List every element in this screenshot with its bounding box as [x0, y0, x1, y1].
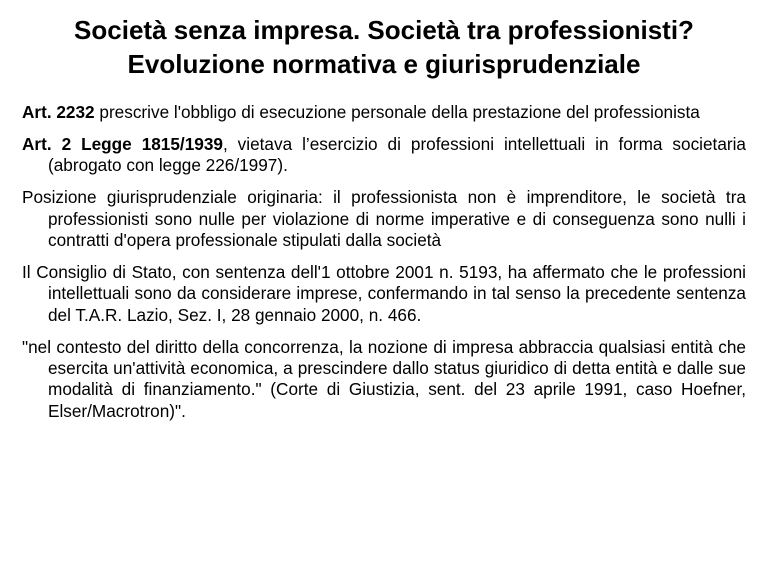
- paragraph-text: Posizione giurisprudenziale originaria: il professionista non è imprenditore, le società tra professionisti sono nulle per violazione di norme imperative e di conseguenza sono nulli i contratti d'opera professionale stipulati dalla società: [22, 187, 746, 251]
- article-reference: Art. 2232: [22, 102, 95, 122]
- paragraph-consiglio-di-stato: [22, 262, 746, 326]
- article-reference: Art. 2 Legge 1815/1939: [22, 133, 223, 154]
- paragraph-text: , vietava l’esercizio di professioni intellettuali in forma societaria (abrogato con legge 226/1997).: [48, 133, 746, 176]
- title-line-1: Società senza impresa. Società tra professionisti?: [74, 15, 694, 45]
- paragraph-legge-1815: [22, 134, 746, 177]
- paragraph-quote-corte-giustizia: [22, 337, 746, 423]
- paragraph-art-2232: [22, 102, 746, 123]
- title-line-2: Evoluzione normativa e giurisprudenziale: [127, 49, 641, 79]
- slide-body: [22, 102, 746, 433]
- paragraph-text: Il Consiglio di Stato, con sentenza dell'1 ottobre 2001 n. 5193, ha affermato che le professioni intellettuali sono da considerare imprese, confermando in tal senso la precedente sentenza del T.A.R. Lazio, Sez. I, 28 gennaio 2000, n. 466.: [22, 261, 746, 325]
- paragraph-posizione-giurisprudenziale: [22, 187, 746, 251]
- paragraph-text: prescrive l'obbligo di esecuzione personale della prestazione del professionista: [94, 102, 700, 122]
- paragraph-text: "nel contesto del diritto della concorrenza, la nozione di impresa abbraccia qualsiasi entità che esercita un'attività economica, a prescindere dallo status giuridico di detta entità e dalle sue modalità di finanziamento." (Corte di Giustizia, sent. del 23 aprile 1991, caso Hoefner, Elser/Macrotron)".: [22, 336, 746, 421]
- slide-title: [0, 13, 768, 81]
